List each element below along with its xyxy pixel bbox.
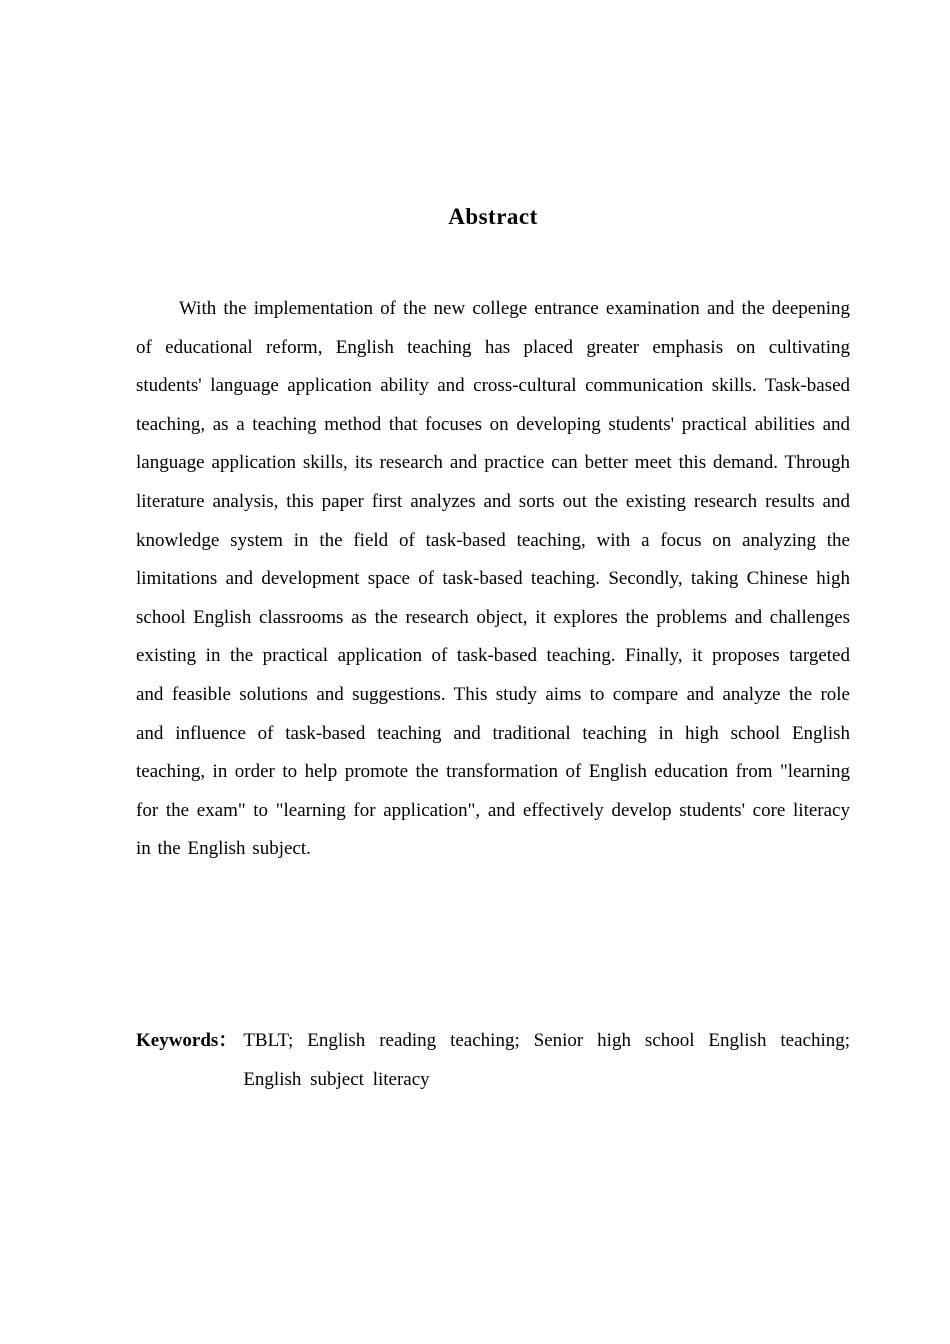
keywords-label: Keywords： bbox=[136, 1030, 238, 1051]
keywords-text: TBLT; English reading teaching; Senior high school English teaching; English subject literacy bbox=[243, 1030, 850, 1090]
abstract-paragraph: With the implementation of the new college entrance examination and the deepening of educational reform, English teaching has placed greater emphasis on cultivating students' language application ability and cross-cultural communication skills. Task-based teaching, as a teaching method that focuses on developing students' practical abilities and language application skills, its research and practice can better meet this demand. Through literature analysis, this paper first analyzes and sorts out the existing research results and knowledge system in the field of task-based teaching, with a focus on analyzing the limitations and development space of task-based teaching. Secondly, taking Chinese high school English classrooms as the research object, it explores the problems and challenges existing in the practical application of task-based teaching. Finally, it proposes targeted and feasible solutions and suggestions. This study aims to compare and analyze the role and influence of task-based teaching and traditional teaching in high school English teaching, in order to help promote the transformation of English education from "learning for the exam" to "learning for application", and effectively develop students' core literacy in the English subject. bbox=[136, 298, 850, 860]
keywords-section bbox=[136, 1022, 850, 1099]
page-title: Abstract bbox=[448, 204, 538, 229]
abstract-section bbox=[136, 290, 850, 869]
